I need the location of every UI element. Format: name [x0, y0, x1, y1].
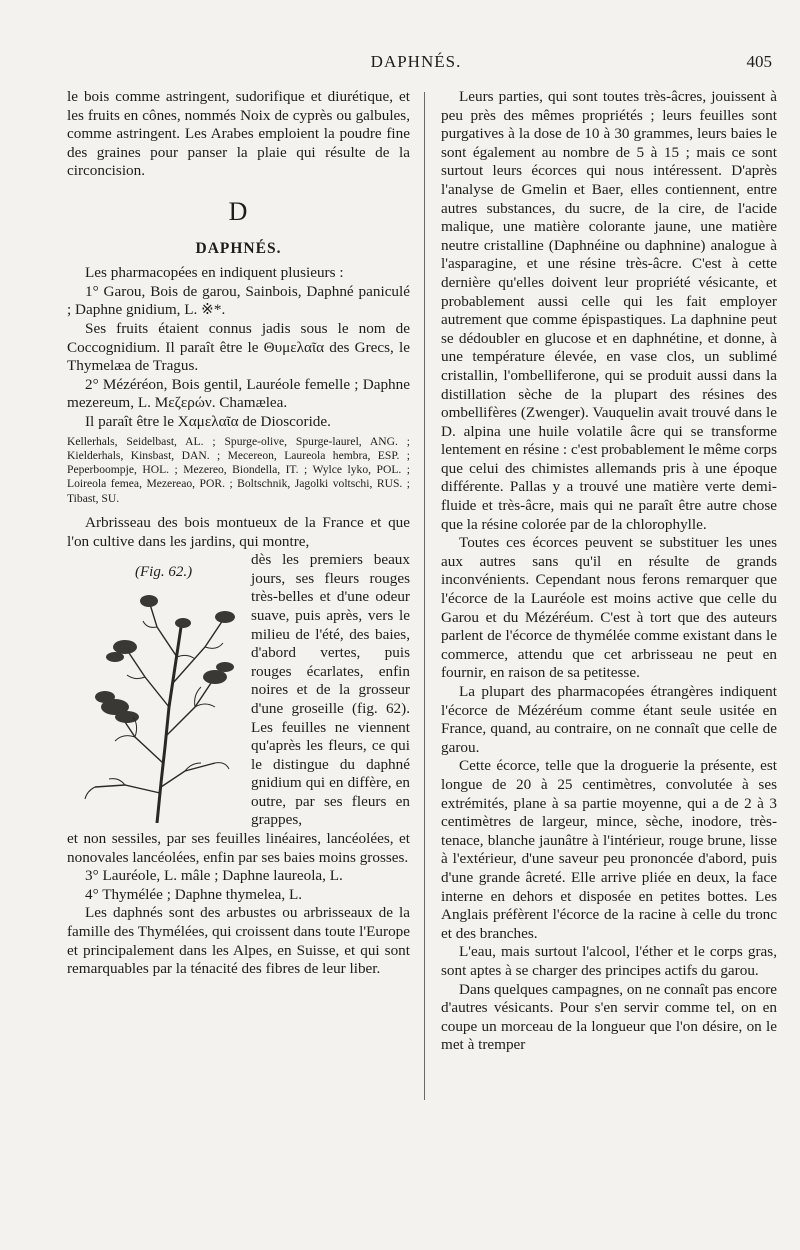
right-column [441, 88, 777, 1055]
entry-garou-note: Ses fruits étaient connus jadis sous le nom de Coccognidium. Il paraît être le Θυμελαῖα des Grecs, le Thymelæa de Tragus. [67, 319, 410, 375]
page-header [60, 52, 772, 76]
entry-mezereon: 2° Mézéréon, Bois gentil, Lauréole femelle ; Daphne mezereum, L. Μεζερών. Chamælea. [67, 375, 410, 412]
right-paragraph-5: L'eau, mais surtout l'alcool, l'éther et le corps gras, sont aptes à se charger des principes actifs du garou. [441, 943, 777, 979]
figure-caption: (Fig. 62.) [135, 564, 193, 581]
daphne-branch-illustration [65, 587, 243, 823]
intro-line: Les pharmacopées en indiquent plusieurs : [85, 264, 344, 282]
page-number: 405 [746, 52, 772, 71]
entry-laureole: 3° Lauréole, L. mâle ; Daphne laureola, L. [85, 867, 343, 885]
section-title: DAPHNÉS. [195, 239, 282, 257]
section-letter: D [228, 196, 249, 226]
figure-62 [65, 555, 243, 825]
closing-paragraph: Les daphnés sont des arbustes ou arbrisseaux de la famille des Thymélées, qui croissent dans toute l'Europe et principalement dans les Alpes, en Suisse, et qui sont remarquables par la ténacité des fibres de leur liber. [67, 904, 410, 978]
entry-garou: 1° Garou, Bois de garou, Sainbois, Daphné paniculé ; Daphne gnidium, L. ※*. [67, 282, 410, 319]
right-paragraph-6: Dans quelques campagnes, on ne connaît pas encore d'autres vésicants. Pour s'en servir comme tel, on en coupe un morceau de la longueur que l'on désire, on le met à tremper [441, 980, 777, 1054]
entry-mezereon-note: Il paraît être le Χαμελαῖα de Dioscoride. [85, 412, 331, 430]
description-end: et non sessiles, par ses feuilles linéaires, lancéolées, et nonovales lancéolées, enfin par ses baies moins grosses. [67, 830, 410, 866]
description-wrap: dès les premiers beaux jours, ses fleurs rouges très-belles et d'une odeur suave, puis après, vers le milieu de l'été, des baies, d'abord vertes, puis rouges écarlates, enfin noires et de la grosseur d'une groseille (fig. 62). Les feuilles ne viennent qu'après les fleurs, ce qui le distingue du daphné gnidium qui en diffère, en outre, par ses fleurs en grappes, [251, 551, 410, 829]
column-divider [424, 92, 425, 1100]
right-paragraph-3: La plupart des pharmacopées étrangères indiquent l'écorce de Mézéréum comme étant seule usitée en France, quand, au contraire, on ne connaît que celle de garou. [441, 683, 777, 756]
left-paragraph-cypress: le bois comme astringent, sudorifique et diurétique, et les fruits en cônes, nommés Noix de cyprès ou galbules, comme astringent. Les Arabes emploient la poudre fine des graines pour panser la plaie qui résulte de la circoncision. [67, 88, 410, 180]
right-paragraph-4: Cette écorce, telle que la droguerie la présente, est longue de 20 à 25 centimètres, convolutée à ses extrémités, plane à sa partie moyenne, qui a de 2 à 3 centimètres de largeur, mince, sèche, inodore, très-tenace, blanche jaunâtre à l'intérieur, rouge brune, lisse à l'extérieur, d'une saveur peu prononcée d'abord, puis d'une grande âcreté. Elle arrive pliée en deux, la face interne en dehors et disposée en petites bottes. Les Anglais préfèrent l'écorce de la racine à celle du tronc et des branches. [441, 757, 777, 942]
right-paragraph-2: Toutes ces écorces peuvent se substituer les unes aux autres sans qu'il en résulte de grands inconvénients. Cependant nous ferons remarquer que l'écorce de la Lauréole est moins active que celle du Garou et du Mézéréum. C'est à tort que des auteurs parlent de l'écorce de thymélée comme existant dans le commerce, attendu que cet arbrisseau ne peut en fournir, en raison de sa petitesse. [441, 534, 777, 682]
right-paragraph-1: Leurs parties, qui sont toutes très-âcres, jouissent à peu près des mêmes propriétés ; leurs feuilles sont purgatives à la dose de 10 à 30 grammes, leurs baies le sont également au nombre de 5 à 15 ; mais ce sont surtout leurs écorces qui nous intéressent. D'après l'analyse de Gmelin et Baer, elles contiennent, entre autres substances, du sucre, de la cire, de l'acide malique, une matière colorante jaune, une matière neutre cristalline (Daphnéine ou daphnine) analogue à l'asparagine, et une résine très-âcre. C'est à cette dernière qu'elles doivent leur propriété vésicante, et probablement aussi celle qui les fait employer autrement que comme épispastiques. La daphnine peut se dédoubler en glucose et en daphnétine, et donne, à une température élevée, en vase clos, un sublimé cristallin, l'ombelliferone, qui se produit aussi dans la distillation sèche de la plupart des résines des ombellifères (Zwenger). Vauquelin avait trouvé dans le D. alpina une huile volatile âcre qui se transforme lentement en résine : c'est probablement le même corps que celui des chimistes allemands pris à une époque différente. Pallas y a trouvé une matière verte demi-fluide et très-âcre, mais qui ne paraît être autre chose que la résine colorée par de la chlorophylle. [441, 88, 777, 533]
running-title: DAPHNÉS. [370, 52, 462, 71]
vernacular-names: Kellerhals, Seidelbast, AL. ; Spurge-olive, Spurge-laurel, ANG. ; Kielderhals, Kinsbast, DAN. ; Mecereon, Laureola hembra, ESP. ; Peperboompje, HOL. ; Mezereo, Biondella, IT. ; Wylce lyko, POL. ; Loireola femea, Mezereao, POR. ; Boltschnik, Jagolki voltschi, RUS. ; Tibast, SU. [67, 434, 410, 505]
left-column [67, 88, 410, 979]
entry-thymelee: 4° Thymélée ; Daphne thymelea, L. [85, 885, 303, 903]
description-start: Arbrisseau des bois montueux de la France et que l'on cultive dans les jardins, qui montre, [67, 513, 410, 550]
